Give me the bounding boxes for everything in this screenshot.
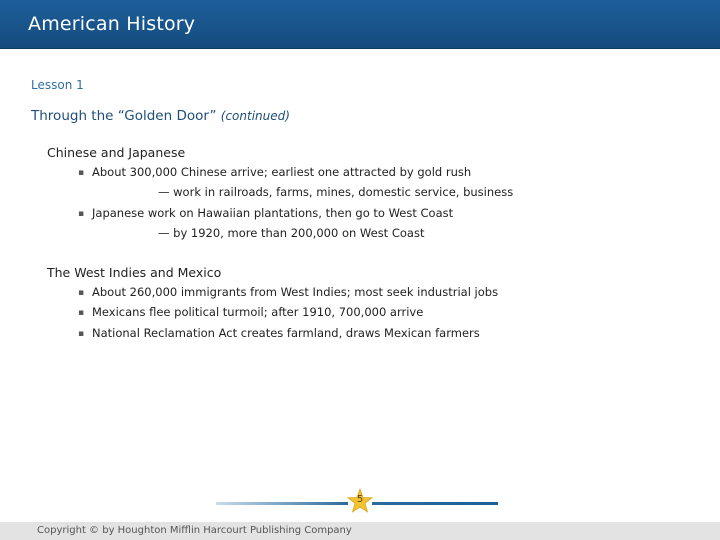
list-item (78, 305, 423, 319)
copyright-text: Copyright © by Houghton Mifflin Harcourt Publishing Company (37, 525, 352, 536)
list-item (78, 165, 471, 179)
page-number: 5 (356, 494, 364, 505)
list-item (78, 206, 453, 220)
title-bar (0, 0, 720, 49)
sub-item: — by 1920, more than 200,000 on West Coast (158, 226, 425, 240)
footer-rule-left (216, 502, 348, 505)
bullet-text: About 300,000 Chinese arrive; earliest one attracted by gold rush (92, 165, 472, 179)
heading-note: (continued) (220, 109, 290, 123)
slide-heading (31, 108, 290, 124)
lesson-label: Lesson 1 (31, 78, 84, 92)
list-item (78, 326, 480, 340)
bullet-icon: ▪ (78, 308, 85, 318)
bullet-icon: ▪ (78, 209, 85, 219)
bullet-text: Japanese work on Hawaiian plantations, then go to West Coast (92, 206, 454, 220)
list-item (78, 285, 498, 299)
bullet-text: National Reclamation Act creates farmland, draws Mexican farmers (92, 326, 480, 340)
bullet-text: Mexicans flee political turmoil; after 1910, 700,000 arrive (92, 305, 424, 319)
bullet-text: About 260,000 immigrants from West Indies; most seek industrial jobs (92, 285, 499, 299)
bullet-icon: ▪ (78, 329, 85, 339)
course-title: American History (28, 13, 196, 35)
heading-main: Through the “Golden Door” (31, 108, 217, 124)
copyright-bar (0, 522, 720, 540)
section-title-chinese-japanese: Chinese and Japanese (47, 145, 186, 160)
section-title-west-indies-mexico: The West Indies and Mexico (47, 265, 222, 280)
footer-rule-right (372, 502, 498, 505)
bullet-icon: ▪ (78, 168, 85, 178)
bullet-icon: ▪ (78, 288, 85, 298)
sub-item: — work in railroads, farms, mines, domestic service, business (158, 185, 514, 199)
